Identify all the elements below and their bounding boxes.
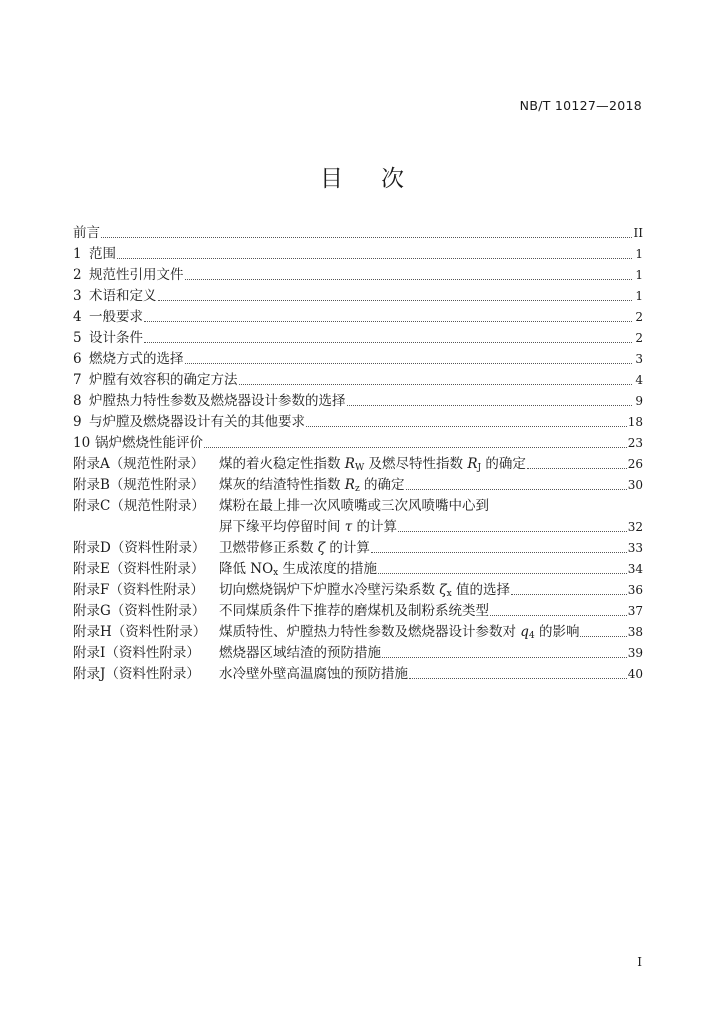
appendix-title: 燃烧器区域结渣的预防措施: [219, 645, 381, 661]
toc-entry-page: 36: [627, 583, 643, 597]
toc-entry-label: 炉膛有效容积的确定方法: [89, 372, 238, 388]
toc-entry-9[interactable]: [73, 412, 643, 433]
toc-entry-3[interactable]: [73, 286, 643, 307]
toc-entry-page: 1: [635, 268, 643, 282]
toc-leader-dots: [144, 342, 632, 343]
toc-leader-dots: [185, 363, 633, 364]
appendix-label: 附录B（规范性附录）: [73, 477, 205, 493]
toc-entry-number: 2: [73, 267, 82, 283]
appendix-title: 煤质特性、炉膛热力特性参数及燃烧器设计参数对 $q_4$ 的影响: [219, 624, 580, 641]
toc-entry-number: 5: [73, 330, 82, 346]
toc-entry-label: 设计条件: [89, 330, 143, 346]
appendix-title: 降低 $NO_x$ 生成浓度的措施: [219, 561, 378, 578]
toc-entry-1[interactable]: [73, 244, 643, 265]
toc-entry-page: 40: [627, 667, 643, 681]
table-of-contents: [73, 223, 643, 685]
toc-entry-label: 锅炉燃烧性能评价: [95, 435, 203, 451]
toc-leader-dots: [490, 615, 627, 616]
toc-appendix-f[interactable]: [73, 580, 643, 601]
appendix-label: 附录I（资料性附录）: [73, 645, 200, 661]
toc-entry-page: 2: [635, 310, 643, 324]
toc-entry-number: 9: [73, 414, 82, 430]
toc-appendix-h[interactable]: [73, 622, 643, 643]
toc-entry-number: 3: [73, 288, 82, 304]
toc-entry-page: 9: [635, 394, 643, 408]
toc-entry-label: 前言: [73, 225, 100, 241]
toc-entry-8[interactable]: [73, 391, 643, 412]
toc-leader-dots: [378, 573, 627, 574]
toc-appendix-b[interactable]: [73, 475, 643, 496]
toc-leader-dots: [117, 258, 632, 259]
document-code: NB/T 10127—2018: [519, 98, 642, 113]
toc-leader-dots: [371, 552, 627, 553]
toc-entry-page: 33: [627, 541, 643, 555]
page-title: 目次: [320, 166, 442, 192]
toc-leader-dots: [398, 531, 627, 532]
toc-appendix-g[interactable]: [73, 601, 643, 622]
toc-entry-page: 34: [627, 562, 643, 576]
toc-entry-page: 37: [627, 604, 643, 618]
toc-leader-dots: [185, 279, 633, 280]
toc-entry-page: 30: [627, 478, 643, 492]
toc-leader-dots: [204, 447, 627, 448]
toc-leader-dots: [101, 237, 632, 238]
toc-appendix-c-continued[interactable]: [73, 517, 643, 538]
toc-entry-page: 2: [635, 331, 643, 345]
appendix-title: 切向燃烧锅炉下炉膛水冷壁污染系数 $\zeta_x$ 值的选择: [219, 582, 510, 599]
toc-appendix-c[interactable]: [73, 496, 643, 517]
toc-appendix-i[interactable]: [73, 643, 643, 664]
page-number: I: [637, 955, 642, 969]
toc-entry-label: 燃烧方式的选择: [89, 351, 184, 367]
toc-leader-dots: [382, 657, 627, 658]
toc-leader-dots: [158, 300, 633, 301]
toc-entry-page: 26: [627, 457, 643, 471]
toc-entry-2[interactable]: [73, 265, 643, 286]
appendix-label: 附录A（规范性附录）: [73, 456, 205, 472]
toc-leader-dots: [347, 405, 633, 406]
toc-leader-dots: [406, 489, 627, 490]
toc-entry-page: 18: [627, 415, 643, 429]
toc-entry-number: 4: [73, 309, 82, 325]
appendix-label: 附录G（资料性附录）: [73, 603, 206, 619]
toc-entry-page: 1: [635, 289, 643, 303]
toc-leader-dots: [306, 426, 627, 427]
toc-appendix-a[interactable]: [73, 454, 643, 475]
toc-leader-dots: [527, 468, 627, 469]
toc-entry-6[interactable]: [73, 349, 643, 370]
toc-entry-number: 1: [73, 246, 82, 262]
toc-entry-page: 39: [627, 646, 643, 660]
appendix-title: 卫燃带修正系数 ζ 的计算: [219, 540, 370, 556]
toc-leader-dots: [511, 594, 627, 595]
appendix-title: 煤灰的结渣特性指数 $R_z$ 的确定: [219, 477, 405, 494]
toc-entry-label: 与炉膛及燃烧器设计有关的其他要求: [89, 414, 305, 430]
toc-entry-number: 6: [73, 351, 82, 367]
toc-entry-number: 7: [73, 372, 82, 388]
toc-entry-label: 规范性引用文件: [89, 267, 184, 283]
toc-entry-page: 38: [627, 625, 643, 639]
toc-entry-5[interactable]: [73, 328, 643, 349]
appendix-label: 附录F（资料性附录）: [73, 582, 204, 598]
appendix-title-continued: 屏下缘平均停留时间 τ 的计算: [219, 519, 398, 535]
toc-entry-page: 4: [635, 373, 643, 387]
toc-entry-4[interactable]: [73, 307, 643, 328]
toc-entry-page: 32: [627, 520, 643, 534]
appendix-title: 煤的着火稳定性指数 $R_W$ 及燃尽特性指数 $R_J$ 的确定: [219, 456, 526, 473]
toc-entry-label: 术语和定义: [89, 288, 157, 304]
toc-entry-label: 一般要求: [89, 309, 143, 325]
toc-entry-page: 3: [635, 352, 643, 366]
toc-entry-page: II: [633, 226, 643, 240]
appendix-label: 附录J（资料性附录）: [73, 666, 200, 682]
toc-appendix-d[interactable]: [73, 538, 643, 559]
appendix-label: 附录D（资料性附录）: [73, 540, 206, 556]
toc-entry-10[interactable]: [73, 433, 643, 454]
appendix-title: 不同煤质条件下推荐的磨煤机及制粉系统类型: [219, 603, 489, 619]
toc-entry-page: 23: [627, 436, 643, 450]
toc-entry-number: 8: [73, 393, 82, 409]
toc-leader-dots: [239, 384, 633, 385]
toc-entry-label: 炉膛热力特性参数及燃烧器设计参数的选择: [89, 393, 346, 409]
toc-leader-dots: [580, 636, 626, 637]
toc-entry-7[interactable]: [73, 370, 643, 391]
appendix-label: 附录E（资料性附录）: [73, 561, 205, 577]
toc-entry-page: 1: [635, 247, 643, 261]
toc-entry-number: 10: [73, 435, 91, 451]
appendix-title: 水冷壁外壁高温腐蚀的预防措施: [219, 666, 408, 682]
toc-appendix-j[interactable]: [73, 664, 643, 685]
toc-leader-dots: [144, 321, 632, 322]
appendix-label: 附录H（资料性附录）: [73, 624, 207, 640]
toc-entry-foreword[interactable]: [73, 223, 643, 244]
appendix-title: 煤粉在最上排一次风喷嘴或三次风喷嘴中心到: [219, 498, 489, 514]
toc-leader-dots: [409, 678, 627, 679]
toc-appendix-e[interactable]: [73, 559, 643, 580]
appendix-label: 附录C（规范性附录）: [73, 498, 205, 514]
toc-entry-label: 范围: [89, 246, 116, 262]
